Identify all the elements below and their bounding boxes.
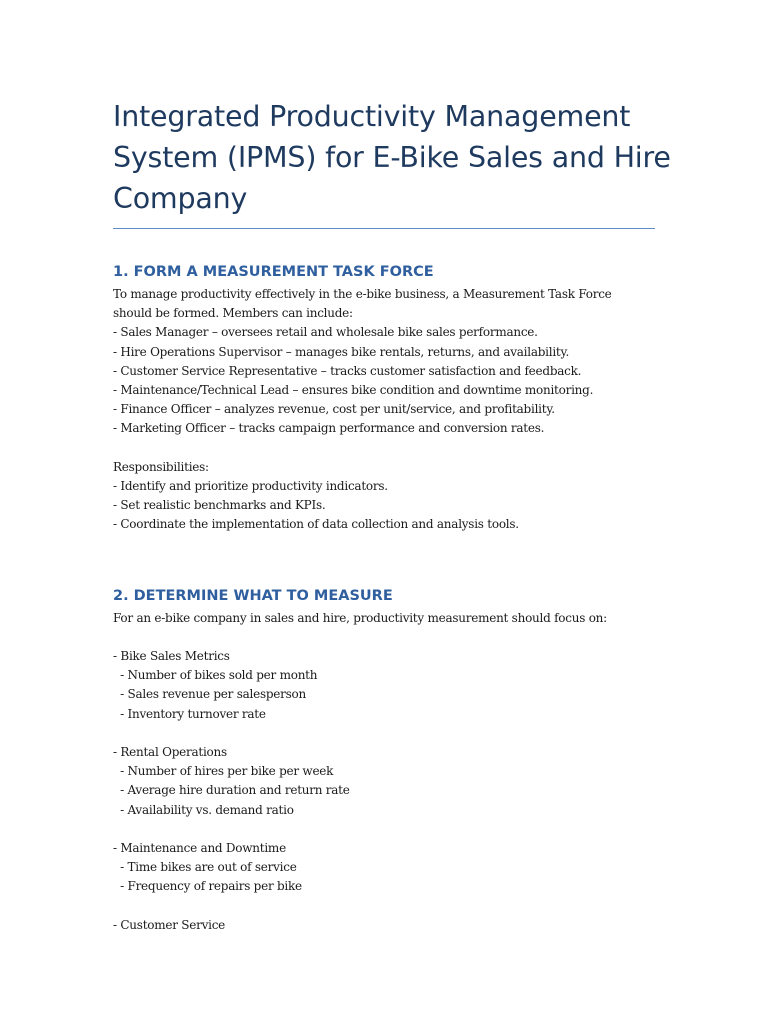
- list-item: - Coordinate the implementation of data collection and analysis tools.: [113, 517, 519, 532]
- section-heading-task-force: 1. FORM A MEASUREMENT TASK FORCE: [113, 264, 434, 280]
- document-title: [113, 96, 671, 219]
- list-item: - Finance Officer – analyzes revenue, cost per unit/service, and profitability.: [113, 402, 555, 417]
- title-line: Company: [113, 182, 248, 215]
- blank-line: [113, 439, 655, 458]
- list-item: - Set realistic benchmarks and KPIs.: [113, 498, 326, 513]
- blank-line: [113, 628, 655, 647]
- group-label: - Rental Operations: [113, 745, 227, 760]
- list-item: - Time bikes are out of service: [113, 860, 297, 875]
- responsibilities-label: Responsibilities:: [113, 459, 209, 474]
- document-page: [113, 96, 671, 935]
- title-line: Integrated Productivity Management: [113, 100, 631, 133]
- list-item: - Frequency of repairs per bike: [113, 879, 302, 894]
- list-item: - Sales revenue per salesperson: [113, 687, 307, 702]
- group-label: - Maintenance and Downtime: [113, 841, 286, 856]
- section-body-task-force: [113, 285, 655, 535]
- list-item: - Inventory turnover rate: [113, 706, 266, 721]
- list-item: - Customer Service Representative – tracks customer satisfaction and feedback.: [113, 363, 582, 378]
- paragraph-line: For an e-bike company in sales and hire, productivity measurement should focus on:: [113, 610, 607, 625]
- group-label: - Customer Service: [113, 917, 226, 932]
- section-heading-what-to-measure: 2. DETERMINE WHAT TO MEASURE: [113, 587, 393, 604]
- paragraph-line: should be formed. Members can include:: [113, 306, 353, 321]
- list-item: - Identify and prioritize productivity indicators.: [113, 479, 388, 494]
- list-item: - Average hire duration and return rate: [113, 783, 350, 798]
- list-item: - Availability vs. demand ratio: [113, 802, 294, 817]
- paragraph-line: To manage productivity effectively in the e-bike business, a Measurement Task Force: [113, 287, 612, 301]
- list-item: - Maintenance/Technical Lead – ensures bike condition and downtime monitoring.: [113, 383, 594, 398]
- blank-line: [113, 897, 655, 916]
- group-label: - Bike Sales Metrics: [113, 649, 230, 664]
- list-item: - Sales Manager – oversees retail and wholesale bike sales performance.: [113, 325, 538, 340]
- blank-line: [113, 820, 655, 839]
- title-line: System (IPMS) for E-Bike Sales and Hire: [113, 141, 671, 174]
- list-item: - Marketing Officer – tracks campaign performance and conversion rates.: [113, 421, 545, 436]
- title-divider: [113, 228, 655, 229]
- blank-line: [113, 724, 655, 743]
- list-item: - Number of hires per bike per week: [113, 764, 334, 779]
- section-body-what-to-measure: [113, 609, 655, 935]
- list-item: - Number of bikes sold per month: [113, 668, 318, 683]
- list-item: - Hire Operations Supervisor – manages bike rentals, returns, and availability.: [113, 344, 570, 359]
